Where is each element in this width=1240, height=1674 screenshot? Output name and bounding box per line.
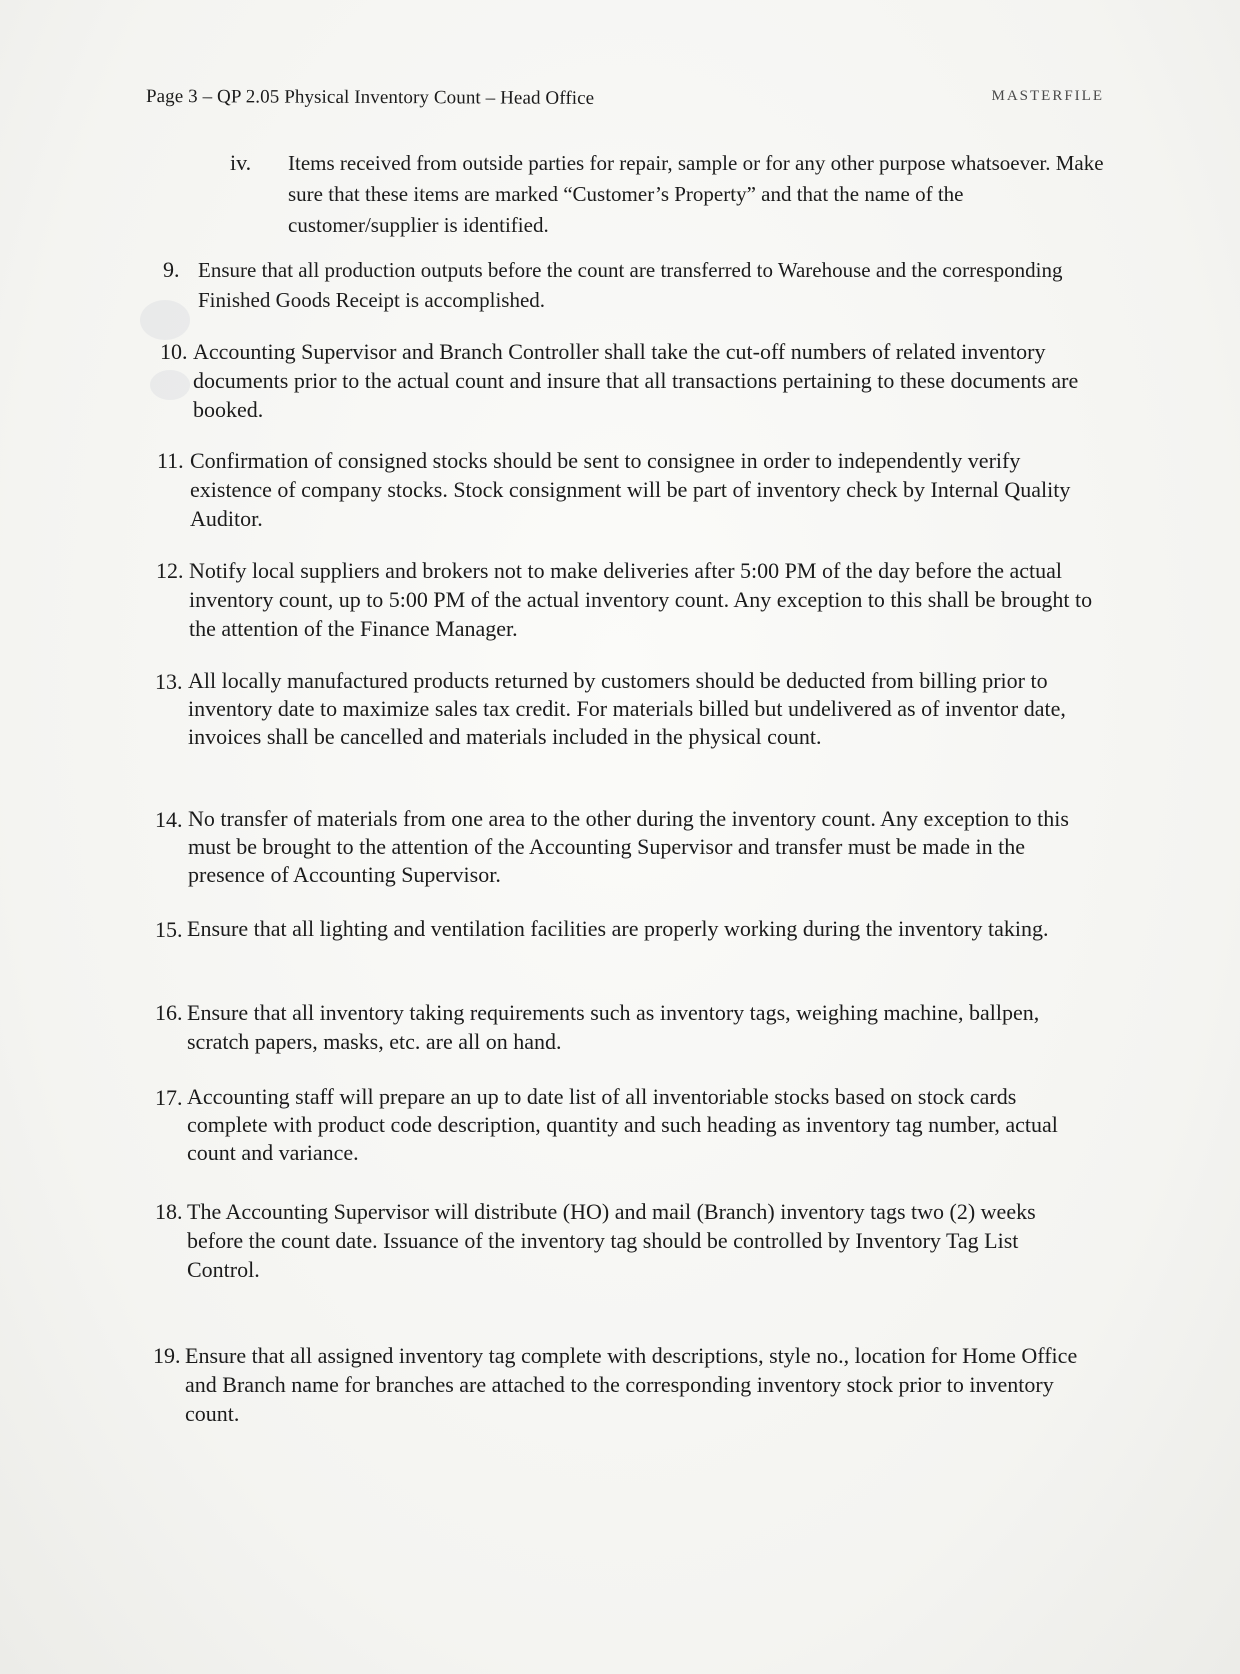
list-item-text: Accounting staff will prepare an up to date list of all inventoriable stocks based on stock cards complete with product code description, quantity and such heading as inventory tag number, actual count and variance. [187, 1084, 1058, 1165]
list-item-text: Ensure that all production outputs before the count are transferred to Warehouse and the corresponding Finished Goods Receipt is accomplished. [198, 258, 1063, 312]
list-item-number: 17. [155, 1085, 183, 1110]
header-title: Page 3 – QP 2.05 Physical Inventory Count – Head Office [145, 86, 595, 109]
list-item-text: No transfer of materials from one area to the other during the inventory count. Any exception to this must be brought to the attention of the Accounting Supervisor and transfer must be made in the presence of Accounting Supervisor. [188, 806, 1069, 887]
list-item-number: 16. [155, 1000, 183, 1025]
list-item-text: Items received from outside parties for repair, sample or for any other purpose whatsoever. Make sure that these items are marked “Customer’s Property” and that the name of the customer/supplier is identified. [288, 151, 1104, 237]
list-item-number: 18. [155, 1199, 183, 1224]
list-item-number: 9. [163, 257, 180, 282]
list-item-number: 14. [155, 807, 183, 832]
list-item-number: 15. [155, 917, 183, 942]
list-item-text: Ensure that all assigned inventory tag complete with descriptions, style no., location for Home Office and Branch name for branches are attached to the corresponding inventory stock prior to inventory count. [185, 1343, 1078, 1426]
scan-smudge [140, 300, 190, 340]
list-item-text: All locally manufactured products returned by customers should be deducted from billing prior to inventory date to maximize sales tax credit. For materials billed but undelivered as of inventor date, invoices shall be cancelled and materials included in the physical count. [188, 668, 1066, 749]
list-item-number: 10. [160, 339, 188, 364]
list-item-number: 11. [157, 448, 184, 473]
page-header [146, 84, 1104, 114]
list-item-text: Ensure that all lighting and ventilation facilities are properly working during the inventory taking. [187, 916, 1049, 941]
list-item-number: 13. [155, 669, 183, 694]
list-item-text: The Accounting Supervisor will distribute (HO) and mail (Branch) inventory tags two (2) weeks before the count date. Issuance of the inventory tag should be controlled by Inventory Tag List Control. [187, 1199, 1036, 1282]
list-item-number: 12. [156, 558, 184, 583]
list-item-text: Confirmation of consigned stocks should be sent to consignee in order to independently verify existence of company stocks. Stock consignment will be part of inventory check by Internal Quality Auditor. [190, 448, 1071, 531]
list-item-number: iv. [230, 150, 252, 175]
list-item-text: Accounting Supervisor and Branch Controller shall take the cut-off numbers of related inventory documents prior to the actual count and insure that all transactions pertaining to these documents are booked. [193, 339, 1079, 422]
scan-smudge [150, 370, 190, 400]
list-item-text: Notify local suppliers and brokers not to make deliveries after 5:00 PM of the day before the actual inventory count, up to 5:00 PM of the actual inventory count. Any exception to this shall be brought to the attention of the Finance Manager. [189, 558, 1093, 641]
header-logo-text: MASTERFILE [991, 88, 1104, 104]
list-item-text: Ensure that all inventory taking requirements such as inventory tags, weighing machine, ballpen, scratch papers, masks, etc. are all on hand. [187, 1000, 1040, 1054]
list-item-number: 19. [153, 1343, 181, 1368]
